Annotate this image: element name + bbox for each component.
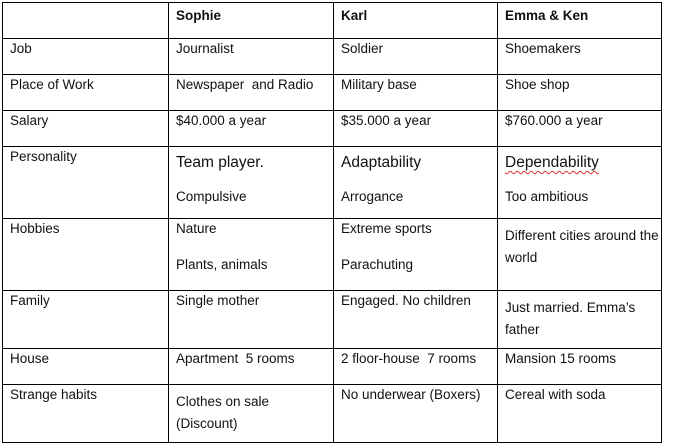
row-label-house: House bbox=[3, 349, 169, 385]
row-label-habits: Strange habits bbox=[3, 385, 169, 443]
cell-emma-ken-job: Shoemakers bbox=[498, 39, 662, 75]
character-table bbox=[2, 2, 662, 443]
sophie-trait-positive: Team player. bbox=[176, 154, 264, 171]
cell-karl-habits: No underwear (Boxers) bbox=[334, 385, 498, 443]
cell-emma-ken-family: Just married. Emma’s father bbox=[498, 291, 662, 349]
cell-emma-ken-house: Mansion 15 rooms bbox=[498, 349, 662, 385]
row-label-salary: Salary bbox=[3, 111, 169, 147]
cell-karl-salary: $35.000 a year bbox=[334, 111, 498, 147]
cell-sophie-job: Journalist bbox=[169, 39, 334, 75]
cell-sophie-habits: Clothes on sale (Discount) bbox=[169, 385, 334, 443]
table-row bbox=[3, 219, 662, 291]
cell-sophie-family: Single mother bbox=[169, 291, 334, 349]
table-row bbox=[3, 75, 662, 111]
row-label-family: Family bbox=[3, 291, 169, 349]
header-empty-cell bbox=[3, 3, 169, 39]
spellcheck-squiggle: Dependability bbox=[505, 154, 599, 171]
row-label-personality: Personality bbox=[3, 147, 169, 219]
row-label-work: Place of Work bbox=[3, 75, 169, 111]
header-karl: Karl bbox=[334, 3, 498, 39]
cell-karl-hobbies bbox=[334, 219, 498, 291]
cell-karl-personality bbox=[334, 147, 498, 219]
cell-emma-ken-hobbies: Different cities around the world bbox=[498, 219, 662, 291]
header-emma-ken: Emma & Ken bbox=[498, 3, 662, 39]
table-row bbox=[3, 39, 662, 75]
row-label-hobbies: Hobbies bbox=[3, 219, 169, 291]
karl-hobby-2: Parachuting bbox=[341, 257, 414, 272]
sophie-hobby-2: Plants, animals bbox=[176, 257, 268, 272]
cell-sophie-salary: $40.000 a year bbox=[169, 111, 334, 147]
table-row bbox=[3, 147, 662, 219]
table-row bbox=[3, 291, 662, 349]
emma-ken-trait-positive bbox=[505, 153, 661, 173]
cell-sophie-work: Newspaper and Radio bbox=[169, 75, 334, 111]
cell-karl-family: Engaged. No children bbox=[334, 291, 498, 349]
cell-karl-work: Military base bbox=[334, 75, 498, 111]
cell-sophie-house: Apartment 5 rooms bbox=[169, 349, 334, 385]
table-row bbox=[3, 385, 662, 443]
emma-ken-trait-negative: Too ambitious bbox=[505, 189, 589, 204]
header-sophie: Sophie bbox=[169, 3, 334, 39]
sophie-hobby-1: Nature bbox=[176, 221, 217, 236]
header-row bbox=[3, 3, 662, 39]
karl-trait-positive: Adaptability bbox=[341, 154, 422, 171]
cell-karl-house: 2 floor-house 7 rooms bbox=[334, 349, 498, 385]
cell-karl-job: Soldier bbox=[334, 39, 498, 75]
cell-emma-ken-habits: Cereal with soda bbox=[498, 385, 662, 443]
cell-sophie-hobbies bbox=[169, 219, 334, 291]
table-row bbox=[3, 111, 662, 147]
sophie-trait-negative: Compulsive bbox=[176, 189, 247, 204]
karl-hobby-1: Extreme sports bbox=[341, 221, 432, 236]
cell-emma-ken-work: Shoe shop bbox=[498, 75, 662, 111]
table-row bbox=[3, 349, 662, 385]
row-label-job: Job bbox=[3, 39, 169, 75]
cell-emma-ken-salary: $760.000 a year bbox=[498, 111, 662, 147]
cell-sophie-personality bbox=[169, 147, 334, 219]
cell-emma-ken-personality bbox=[498, 147, 662, 219]
karl-trait-negative: Arrogance bbox=[341, 189, 404, 204]
